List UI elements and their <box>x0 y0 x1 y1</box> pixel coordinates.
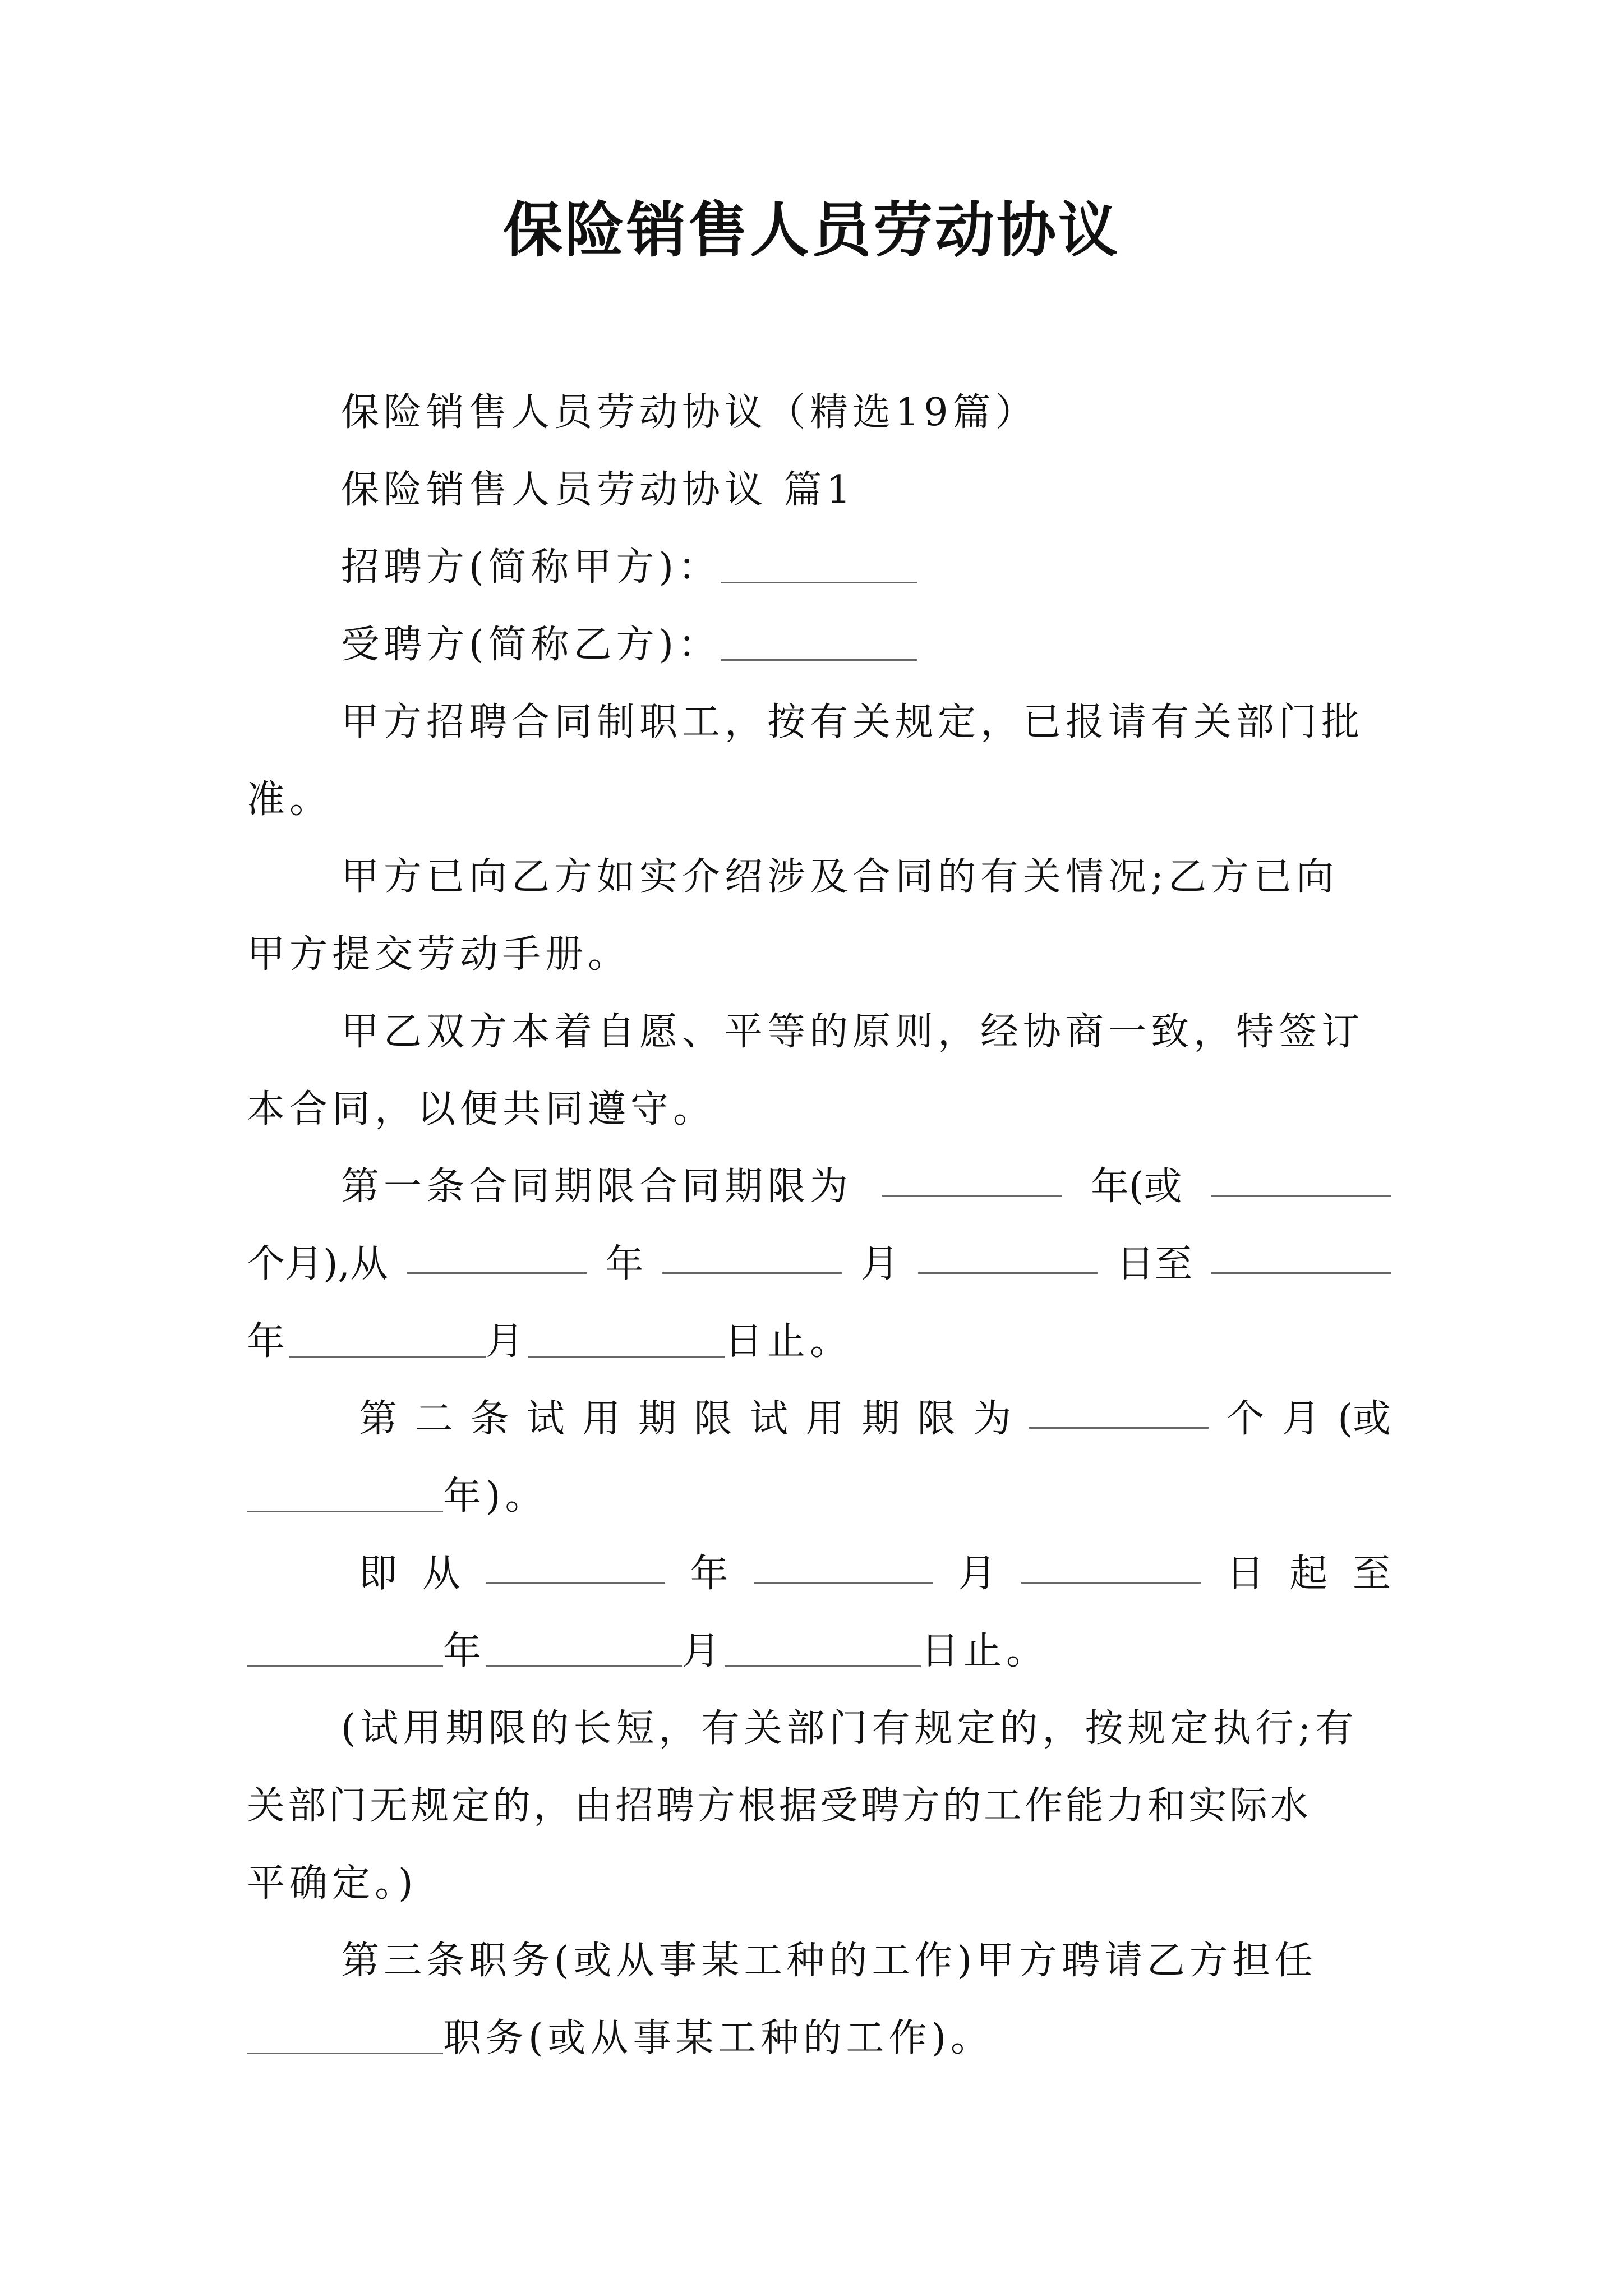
article-1-line-2 <box>247 1239 1391 1290</box>
article-2-char: 试 <box>749 1397 788 1441</box>
section-heading: 保险销售人员劳动协议 篇1 <box>341 468 855 512</box>
recruitee-blank[interactable] <box>721 625 917 661</box>
article-1-text: 月 <box>486 1319 529 1364</box>
article-2-char: 为 <box>973 1397 1012 1441</box>
article-1-text: 日至 <box>1116 1242 1193 1286</box>
probation-end-year-blank[interactable] <box>247 1632 443 1667</box>
probation-char: 起 <box>1289 1552 1328 1596</box>
probation-start-year-blank[interactable] <box>486 1548 665 1584</box>
article-1-text: 年 <box>605 1242 644 1286</box>
article-2-char: (或 <box>1338 1397 1391 1441</box>
article-2-char: 二 <box>414 1397 453 1441</box>
probation-char: 从 <box>422 1552 460 1596</box>
note-line: (试用期限的长短，有关部门有规定的，按规定执行;有 <box>341 1706 1358 1751</box>
article-2-char: 期 <box>638 1397 676 1441</box>
article-2-char: 限 <box>917 1397 956 1441</box>
article-2-char: 期 <box>861 1397 900 1441</box>
paragraph-line: 甲方已向乙方如实介绍涉及合同的有关情况;乙方已向 <box>341 855 1339 899</box>
article-2-char: 限 <box>694 1397 732 1441</box>
term-months-blank[interactable] <box>1211 1161 1391 1197</box>
start-year-blank[interactable] <box>407 1239 587 1274</box>
article-3-line-2 <box>247 2013 1391 2064</box>
probation-start-month-blank[interactable] <box>754 1548 933 1584</box>
probation-end-month-blank[interactable] <box>486 1632 682 1667</box>
article-1-text: 个月),从 <box>247 1242 389 1286</box>
probation-char: 年 <box>690 1552 728 1596</box>
article-2-char: 月 <box>1281 1397 1320 1441</box>
paragraph-line: 本合同，以便共同遵守。 <box>247 1087 716 1131</box>
probation-char: 日 <box>1226 1552 1265 1596</box>
paragraph-line: 甲乙双方本着自愿、平等的原则，经协商一致，特签订 <box>341 1010 1364 1054</box>
article-2-line-1 <box>359 1393 1391 1445</box>
start-day-blank[interactable] <box>918 1239 1098 1274</box>
article-1-text: 月 <box>860 1242 899 1286</box>
article-3-line: 第三条职务(或从事某工种的工作)甲方聘请乙方担任 <box>341 1939 1318 1983</box>
probation-months-blank[interactable] <box>1029 1393 1209 1429</box>
article-3-text: 职务(或从事某工种的工作)。 <box>443 2016 994 2060</box>
article-2-char: 第 <box>359 1397 398 1441</box>
recruiter-blank[interactable] <box>721 548 917 583</box>
article-2-char: 用 <box>582 1397 621 1441</box>
probation-start-day-blank[interactable] <box>1021 1548 1201 1584</box>
article-2-line-2 <box>247 1471 1391 1522</box>
probation-char: 月 <box>958 1552 997 1596</box>
recruitee-label: 受聘方(简称乙方)： <box>341 623 721 667</box>
recruitee-line <box>341 619 1391 671</box>
end-month-blank[interactable] <box>289 1322 486 1358</box>
probation-char: 至 <box>1352 1552 1391 1596</box>
recruiter-line <box>341 542 1391 593</box>
probation-years-blank[interactable] <box>247 1477 443 1512</box>
start-month-blank[interactable] <box>662 1239 842 1274</box>
article-1-text: 日止。 <box>725 1319 853 1364</box>
subtitle: 保险销售人员劳动协议（精选19篇） <box>341 390 1038 435</box>
paragraph-line: 准。 <box>247 777 333 822</box>
note-line: 关部门无规定的，由招聘方根据受聘方的工作能力和实际水 <box>247 1784 1312 1828</box>
article-1-text: 年(或 <box>1090 1165 1182 1209</box>
probation-char: 日止。 <box>921 1629 1049 1673</box>
end-year-blank[interactable] <box>1211 1239 1391 1274</box>
article-2-char: 用 <box>805 1397 844 1441</box>
recruiter-label: 招聘方(简称甲方)： <box>341 545 721 590</box>
article-1-line-3 <box>247 1316 1391 1368</box>
article-2-char: 条 <box>471 1397 509 1441</box>
probation-char: 即 <box>359 1552 398 1596</box>
probation-dates-line-2 <box>247 1626 1391 1677</box>
article-2-text: 年)。 <box>443 1474 548 1519</box>
article-1-line-1 <box>341 1161 1391 1213</box>
end-day-blank[interactable] <box>528 1322 725 1358</box>
term-years-blank[interactable] <box>882 1161 1062 1197</box>
probation-char: 月 <box>682 1629 725 1673</box>
article-2-char: 个 <box>1226 1397 1265 1441</box>
probation-end-day-blank[interactable] <box>725 1632 921 1667</box>
article-1-text: 年 <box>247 1319 290 1364</box>
paragraph-line: 甲方提交劳动手册。 <box>247 932 631 977</box>
article-2-char: 试 <box>526 1397 565 1441</box>
article-1-text: 第一条合同期限合同期限为 <box>341 1165 853 1209</box>
paragraph-line: 甲方招聘合同制职工，按有关规定，已报请有关部门批 <box>341 700 1364 744</box>
probation-dates-line-1 <box>359 1548 1391 1600</box>
position-blank[interactable] <box>247 2019 443 2054</box>
page-title: 保险销售人员劳动协议 <box>503 195 1120 265</box>
note-line: 平确定。) <box>247 1861 418 1906</box>
probation-char: 年 <box>443 1629 486 1673</box>
